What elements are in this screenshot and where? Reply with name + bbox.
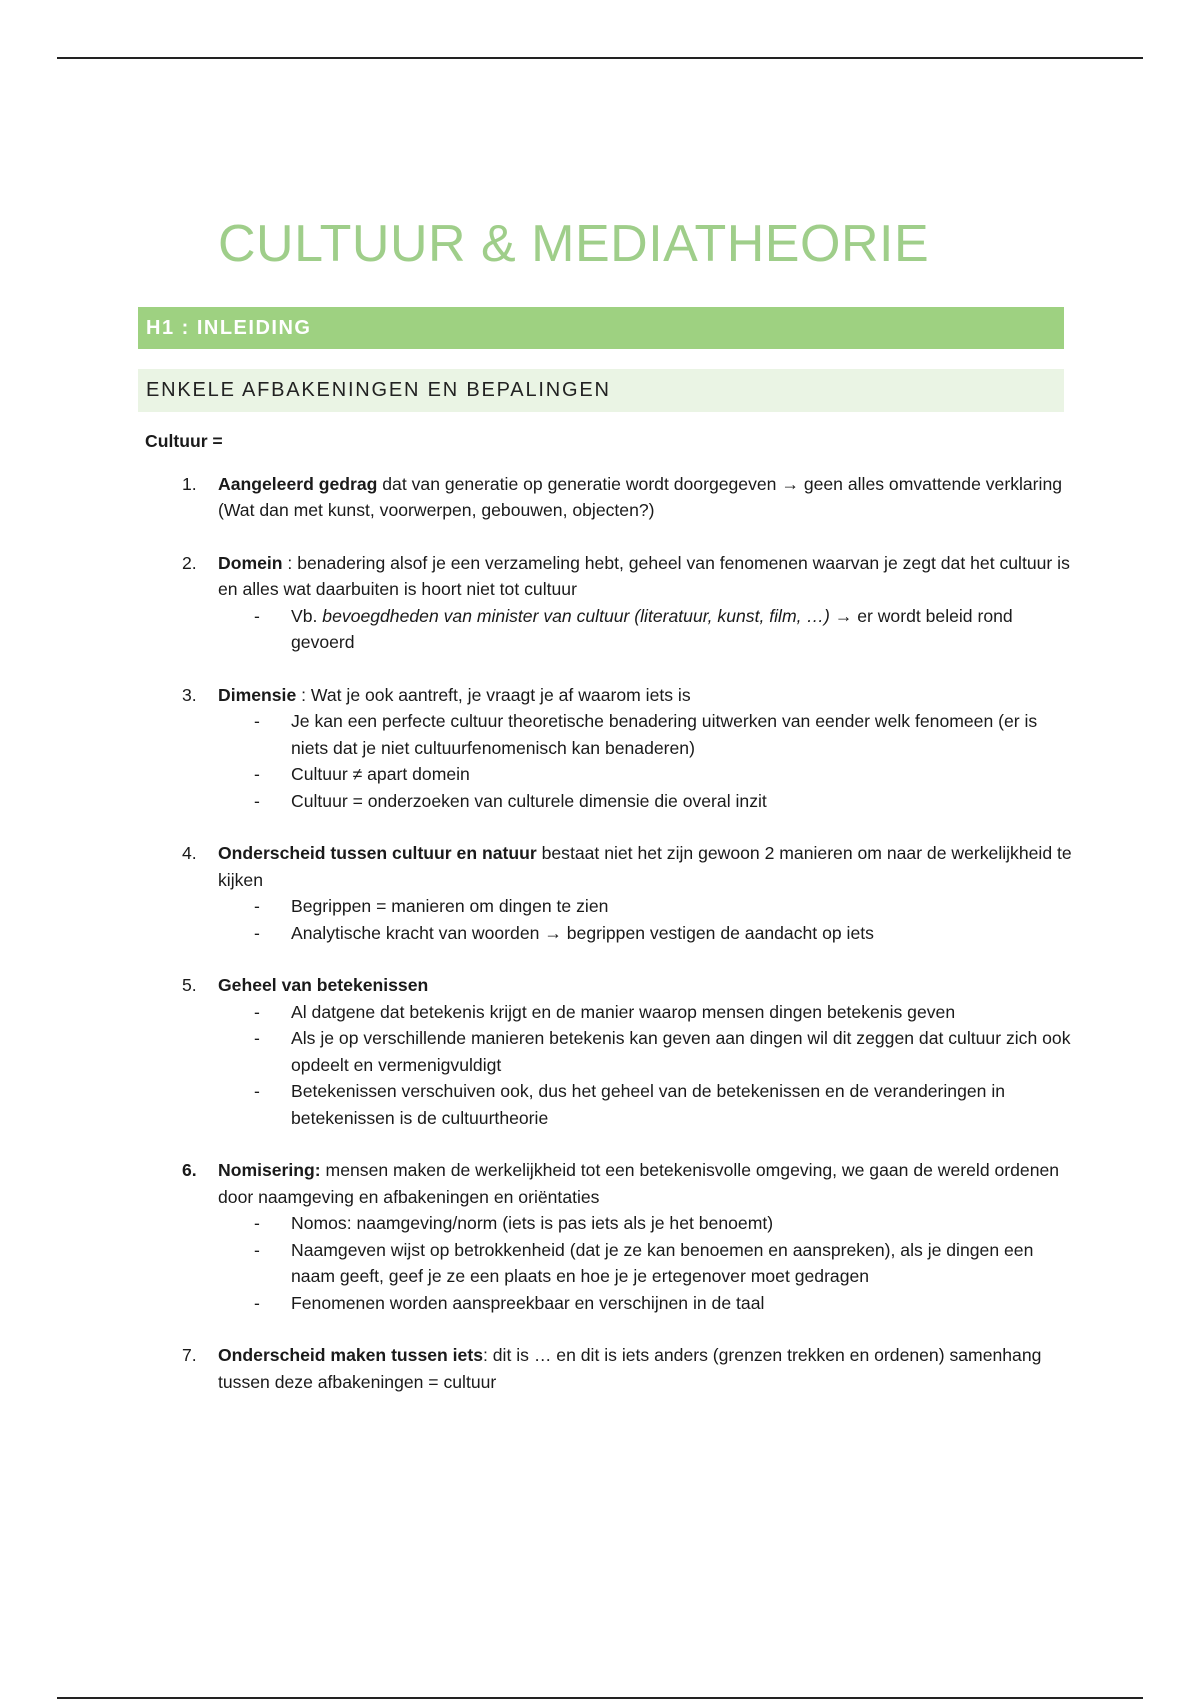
- sub-list: [218, 893, 1075, 946]
- sub-text: Naamgeven wijst op betrokkenheid (dat je ze kan benoemen en aanspreken), als je dingen een naam geeft, geef je ze een plaats en hoe je je ertegenover moet gedragen: [291, 1239, 1034, 1286]
- sub-item: [218, 603, 1075, 656]
- dash-bullet: -: [254, 605, 260, 626]
- dash-bullet: -: [254, 1001, 260, 1022]
- chapter-heading: H1 : INLEIDING: [138, 307, 1064, 349]
- sub-text: Als je op verschillende manieren betekenis kan geven aan dingen wil dit zeggen dat cultuur zich ook opdeelt en vermenigvuldigt: [291, 1028, 1071, 1075]
- sub-list: [218, 603, 1075, 656]
- definition-list: [145, 471, 1075, 1396]
- sub-item: [218, 920, 1075, 947]
- item-text: mensen maken de werkelijkheid tot een betekenisvolle omgeving, we gaan de wereld ordenen door naamgeving en afbakeningen en oriëntaties: [218, 1160, 1060, 1207]
- dash-bullet: -: [254, 790, 260, 811]
- sub-suffix: → er wordt beleid rond gevoerd: [291, 605, 1013, 652]
- item-number: 6.: [182, 1160, 197, 1180]
- bottom-rule: [57, 1697, 1143, 1699]
- dash-bullet: -: [254, 922, 260, 943]
- document-title: CULTUUR & MEDIATHEORIE: [218, 215, 930, 273]
- list-item: [145, 682, 1075, 815]
- dash-bullet: -: [254, 1081, 260, 1101]
- item-text: : benadering alsof je een verzameling hebt, geheel van fenomenen waarvan je zegt dat het cultuur is en alles wat daarbuiten is hoort niet tot cultuur: [218, 552, 1070, 599]
- sub-item: [218, 708, 1075, 761]
- sub-list: [218, 999, 1075, 1132]
- list-item: [145, 550, 1075, 656]
- sub-list: [218, 1210, 1075, 1316]
- sub-text: Al datgene dat betekenis krijgt en de manier waarop mensen dingen betekenis geven: [291, 1001, 956, 1022]
- sub-text: Begrippen = manieren om dingen te zien: [291, 896, 609, 916]
- list-item: [145, 1342, 1075, 1395]
- dash-bullet: -: [254, 896, 260, 916]
- sub-item: [218, 1237, 1075, 1290]
- sub-text: Cultuur = onderzoeken van culturele dimensie die overal inzit: [291, 790, 767, 811]
- item-number: 7.: [182, 1345, 197, 1365]
- item-term: Onderscheid tussen cultuur en natuur: [218, 843, 537, 863]
- sub-text: Analytische kracht van woorden → begrippen vestigen de aandacht op iets: [291, 922, 874, 943]
- dash-bullet: -: [254, 1292, 260, 1313]
- sub-text: Je kan een perfecte cultuur theoretische benadering uitwerken van eender welk fenomeen (er is niets dat je niet cultuurfenomenisch kan benaderen): [291, 711, 1038, 758]
- item-number: 4.: [182, 843, 197, 863]
- item-term: Geheel van betekenissen: [218, 975, 429, 995]
- sub-text: Betekenissen verschuiven ook, dus het geheel van de betekenissen en de veranderingen in betekenissen is de cultuurtheorie: [291, 1081, 1006, 1128]
- section-heading: ENKELE AFBAKENINGEN EN BEPALINGEN: [138, 369, 1064, 412]
- item-number: 3.: [182, 684, 197, 705]
- sub-item: [218, 999, 1075, 1026]
- item-text: bestaat niet het zijn gewoon 2 manieren om naar de werkelijkheid te kijken: [218, 843, 1072, 890]
- lead-term: Cultuur =: [145, 431, 223, 451]
- item-number: 1.: [182, 473, 197, 494]
- list-item: [145, 840, 1075, 946]
- item-number: 2.: [182, 552, 197, 573]
- item-number: 5.: [182, 975, 197, 995]
- item-text: dat van generatie op generatie wordt doorgegeven → geen alles omvattende verklaring (Wat dan met kunst, voorwerpen, gebouwen, objecten?): [218, 473, 1063, 520]
- item-text: : dit is … en dit is iets anders (grenzen trekken en ordenen) samenhang tussen deze afbakeningen = cultuur: [218, 1345, 1042, 1392]
- item-text: : Wat je ook aantreft, je vraagt je af waarom iets is: [296, 684, 691, 705]
- list-item: [145, 1157, 1075, 1316]
- sub-prefix: Vb.: [291, 605, 323, 626]
- sub-item: [218, 761, 1075, 788]
- item-term: Dimensie: [218, 684, 297, 705]
- dash-bullet: -: [254, 1028, 260, 1048]
- sub-italic: bevoegdheden van minister van cultuur (literatuur, kunst, film, …): [322, 605, 830, 626]
- top-rule: [57, 57, 1143, 59]
- item-term: Domein: [218, 552, 283, 573]
- sub-item: [218, 1025, 1075, 1078]
- document-body: [145, 428, 1075, 1421]
- sub-text: Nomos: naamgeving/norm (iets is pas iets als je het benoemt): [291, 1213, 774, 1233]
- sub-item: [218, 788, 1075, 815]
- sub-item: [218, 893, 1075, 920]
- sub-text: Cultuur ≠ apart domein: [291, 764, 470, 784]
- dash-bullet: -: [254, 764, 260, 784]
- list-item: [145, 972, 1075, 1131]
- sub-list: [218, 708, 1075, 814]
- sub-item: [218, 1290, 1075, 1317]
- item-term: Aangeleerd gedrag: [218, 473, 378, 494]
- item-term: Nomisering:: [218, 1160, 321, 1180]
- sub-item: [218, 1078, 1075, 1131]
- dash-bullet: -: [254, 1239, 260, 1260]
- item-term: Onderscheid maken tussen iets: [218, 1345, 483, 1365]
- dash-bullet: -: [254, 711, 260, 731]
- sub-item: [218, 1210, 1075, 1237]
- dash-bullet: -: [254, 1213, 260, 1233]
- list-item: [145, 471, 1075, 524]
- sub-text: Fenomenen worden aanspreekbaar en verschijnen in de taal: [291, 1292, 765, 1313]
